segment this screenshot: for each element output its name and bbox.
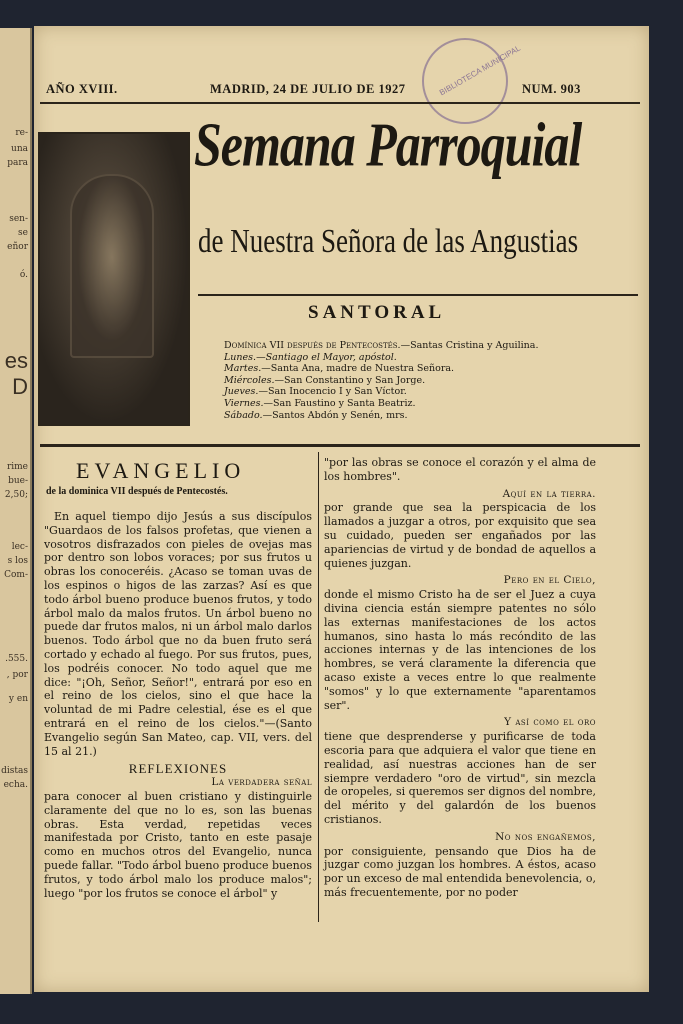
left-fragment: rime [6, 462, 28, 472]
left-fragment: se [18, 228, 28, 238]
issue-number: NUM. 903 [522, 82, 581, 96]
left-fragment: 2,50; [4, 490, 28, 500]
santoral-title: SANTORAL [308, 302, 446, 323]
left-column [44, 510, 312, 900]
paragraph: donde el mismo Cristo ha de ser el Juez a cuya divina ciencia están siempre patentes no sólo las externas manifestaciones de los actos humanos, sino hasta lo más recóndito de las acciones internas y de las intenciones de los hombres, se verá claramente la diferencia que acaso existe a veces entre lo que realmente "somos" y lo que externamente "aparentamos ser". [324, 588, 596, 712]
right-column [324, 456, 596, 900]
paragraph: "por las obras se conoce el corazón y el alma de los hombres". [324, 456, 596, 483]
santoral-list [224, 340, 584, 421]
santoral-line: Miércoles.—San Constantino y San Jorge. [224, 374, 426, 386]
santoral-line: Jueves.—San Inocencio I y San Víctor. [224, 386, 407, 398]
left-fragment: bue- [8, 476, 28, 486]
issue-date: MADRID, 24 DE JULIO DE 1927 [210, 82, 406, 96]
paragraph: por grande que sea la perspicacia de los llamados a juzgar a otros, por exquisito que sea su cuidado, pueden ser engañados por las apariencias de virtud y de bondad de aquellos a quienes juzgan. [324, 501, 596, 570]
left-page-edge [0, 28, 32, 994]
santoral-line: Sábado.—Santos Abdón y Senén, mrs. [224, 409, 408, 421]
section-heading: Aquí en la tierra. [502, 487, 596, 500]
paragraph: por consiguiente, pensando que Dios ha de juzgar como juzgan los hombres. A éstos, acaso por un exceso de mal entendida benevolencia, o, más frecuentemente, por no poder [324, 844, 596, 899]
evangelio-body: En aquel tiempo dijo Jesús a sus discípulos "Guardaos de los falsos profetas, que vienen a vosotros disfrazados con pieles de ovejas mas por dentro son lobos voraces; por sus frutos u obras los conoceréis. ¿Acaso se toman uvas de los espinos o higos de las zarzas? Así es que todo árbol bueno produce buenos frutos, y todo árbol malo da malos frutos. Un árbol bueno no puede dar frutos malos, ni un árbol malo darlos buenos. Todo árbol que no da buen fruto será cortado y echado al fuego. Por sus frutos, pues, los podréis conocer. No todo aquel que me dice: "¡Oh, Señor, Señor!", entrará por eso en el reino de los cielos, sino el que hace la voluntad de mi Padre celestial, ése es el que entrará en el reino de los cielos."—(Santo Evangelio según San Mateo, cap. VII, vers. del 15 al 21.) [44, 510, 312, 758]
paragraph: para conocer al buen cristiano y distinguirle claramente del que no lo es, son las buenas obras. Esta verdad, repetidas veces manifestada por Cristo, tanto en este pasaje como en muchos otros del Evangelio, nunca puede fallar. "Todo árbol bueno produce buenos frutos, y todo árbol malo los produce malos"; luego "por los frutos se conoce el árbol" y [44, 789, 312, 900]
santoral-line: Domínica VII después de Pentecostés.—Santas Cristina y Aguilina. [224, 340, 539, 351]
masthead-title: Semana Parroquial [194, 109, 582, 180]
santoral-line: Lunes.—Santiago el Mayor, apóstol. [224, 351, 397, 363]
reflexiones-title: REFLEXIONES [128, 761, 228, 777]
newspaper-page [34, 26, 649, 992]
left-fragment: y en [8, 694, 28, 704]
section-heading: Pero en el Cielo, [503, 574, 596, 587]
section-heading: No nos engañemos, [495, 830, 596, 843]
masthead-subtitle: de Nuestra Señora de las Angustias [198, 222, 579, 260]
left-fragment: D [12, 374, 28, 399]
left-fragment: para [7, 158, 28, 168]
left-fragment: Com- [4, 570, 28, 580]
evangelio-subtitle: de la dominica VII después de Pentecostés. [46, 486, 228, 497]
santoral-rule [198, 294, 638, 296]
left-fragment: .555. [5, 654, 28, 664]
left-fragment: ó. [19, 270, 28, 280]
stamp-text: BIBLIOTECA MUNICIPAL [437, 43, 522, 98]
santoral-line: Martes.—Santa Ana, madre de Nuestra Señora. [224, 363, 455, 375]
left-fragment: una [11, 144, 28, 154]
left-fragment: eñor [7, 242, 28, 252]
section-heading: Y así como el oro [504, 716, 596, 729]
left-fragment: echa. [3, 780, 28, 790]
left-fragment: es [4, 348, 28, 373]
body-rule [40, 444, 640, 447]
section-heading: La verdadera señal [211, 776, 312, 789]
evangelio-title: EVANGELIO [76, 458, 246, 483]
left-fragment: re- [15, 128, 28, 138]
church-photo [38, 132, 190, 426]
paragraph: tiene que desprenderse y purificarse de toda escoria para que adquiera el valor que tiene en realidad, así nuestras acciones han de ser siempre verdadero "oro de virtud", sin mezcla de oropeles, si queremos ser dignos del nombre, del mérito y del galardón de los buenos cristianos. [324, 730, 596, 826]
column-divider [318, 452, 319, 922]
left-fragment: sen- [9, 214, 28, 224]
left-fragment: , por [6, 670, 28, 680]
header-rule [40, 102, 640, 104]
left-fragment: s los [7, 556, 28, 566]
issue-year: AÑO XVIII. [46, 82, 118, 96]
santoral-line: Viernes.—San Faustino y Santa Beatriz. [224, 397, 416, 409]
left-fragment: lec- [11, 542, 28, 552]
left-fragment: distas [1, 766, 28, 776]
